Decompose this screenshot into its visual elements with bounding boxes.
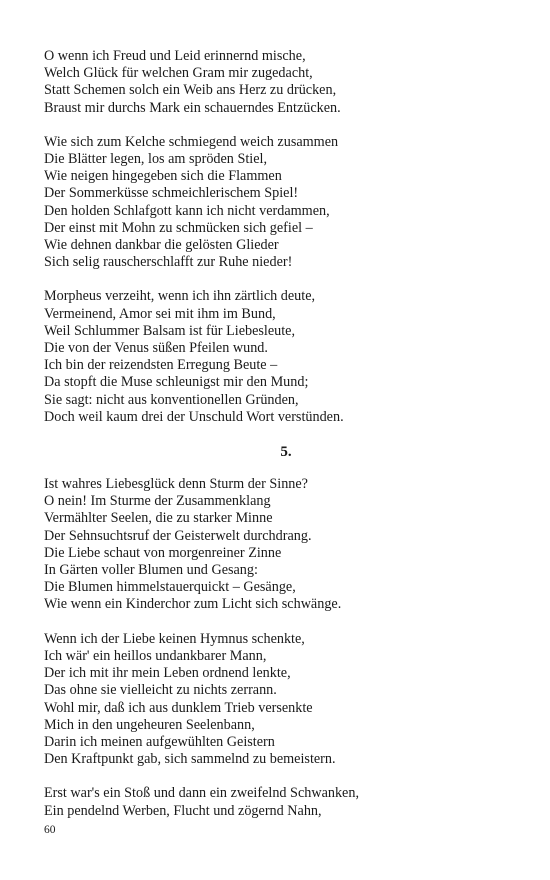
verse-line: Ich wär' ein heillos undankbarer Mann, (44, 647, 267, 664)
verse-line: Morpheus verzeiht, wenn ich ihn zärtlich deute, (44, 288, 316, 305)
verse-line: Wie sich zum Kelche schmiegend weich zusammen (44, 133, 339, 150)
verse-line: Weil Schlummer Balsam ist für Liebesleute, (44, 322, 296, 339)
verse-line: Wenn ich der Liebe keinen Hymnus schenkte, (44, 630, 305, 647)
verse-line: Ist wahres Liebesglück denn Sturm der Sinne? (44, 476, 308, 493)
poem-section-before (44, 48, 514, 426)
verse-line: Erst war's ein Stoß und dann ein zweifelnd Schwanken, (44, 785, 359, 802)
verse-line: Die Blätter legen, los am spröden Stiel, (44, 151, 268, 168)
page-body (44, 48, 514, 837)
verse-line: O nein! Im Sturme der Zusammenklang (44, 493, 271, 510)
verse-line: Welch Glück für welchen Gram mir zugedacht, (44, 65, 313, 82)
verse-line: Sie sagt: nicht aus konventionellen Gründen, (44, 391, 299, 408)
stanza (44, 476, 514, 614)
verse-line: Darin ich meinen aufgewühlten Geistern (44, 733, 275, 750)
verse-line: Vermeinend, Amor sei mit ihm im Bund, (44, 305, 276, 322)
verse-line: Der Sehnsuchtsruf der Geisterwelt durchdrang. (44, 527, 312, 544)
verse-line: O wenn ich Freud und Leid erinnernd mische, (44, 48, 306, 64)
verse-line: Den Kraftpunkt gab, sich sammelnd zu bemeistern. (44, 751, 336, 768)
page-number: 60 (44, 824, 56, 836)
verse-line: Ein pendelnd Werben, Flucht und zögernd Nahn, (44, 802, 322, 819)
verse-line: Wie neigen hingegeben sich die Flammen (44, 168, 282, 185)
verse-line: Doch weil kaum drei der Unschuld Wort verstünden. (44, 408, 344, 425)
section-heading: 5. (280, 444, 292, 461)
stanza (44, 134, 514, 272)
verse-line: Mich in den ungeheuren Seelenbann, (44, 716, 255, 733)
verse-line: Den holden Schlafgott kann ich nicht verdammen, (44, 202, 330, 219)
poem-section-after (44, 476, 514, 820)
verse-line: Sich selig rauscherschlafft zur Ruhe nieder! (44, 254, 293, 271)
verse-line: In Gärten voller Blumen und Gesang: (44, 562, 258, 579)
stanza (44, 631, 514, 769)
verse-line: Die Liebe schaut von morgenreiner Zinne (44, 544, 282, 561)
verse-line: Der Sommerküsse schmeichlerischem Spiel! (44, 185, 299, 202)
verse-line: Da stopft die Muse schleunigst mir den Mund; (44, 374, 309, 391)
verse-line: Statt Schemen solch ein Weib ans Herz zu drücken, (44, 82, 337, 99)
verse-line: Vermählter Seelen, die zu starker Minne (44, 510, 273, 527)
verse-line: Wie dehnen dankbar die gelösten Glieder (44, 237, 279, 254)
stanza (44, 288, 514, 426)
verse-line: Der einst mit Mohn zu schmücken sich gefiel – (44, 219, 313, 236)
verse-line: Die von der Venus süßen Pfeilen wund. (44, 340, 268, 357)
verse-line: Die Blumen himmelstauerquickt – Gesänge, (44, 579, 296, 596)
stanza (44, 785, 514, 819)
verse-line: Wie wenn ein Kinderchor zum Licht sich schwänge. (44, 596, 342, 613)
verse-line: Der ich mit ihr mein Leben ordnend lenkte, (44, 665, 291, 682)
verse-line: Braust mir durchs Mark ein schauerndes Entzücken. (44, 99, 341, 116)
verse-line: Wohl mir, daß ich aus dunklem Trieb versenkte (44, 699, 313, 716)
verse-line: Ich bin der reizendsten Erregung Beute – (44, 357, 278, 374)
verse-line: Das ohne sie vielleicht zu nichts zerrann. (44, 682, 277, 699)
stanza (44, 48, 514, 117)
